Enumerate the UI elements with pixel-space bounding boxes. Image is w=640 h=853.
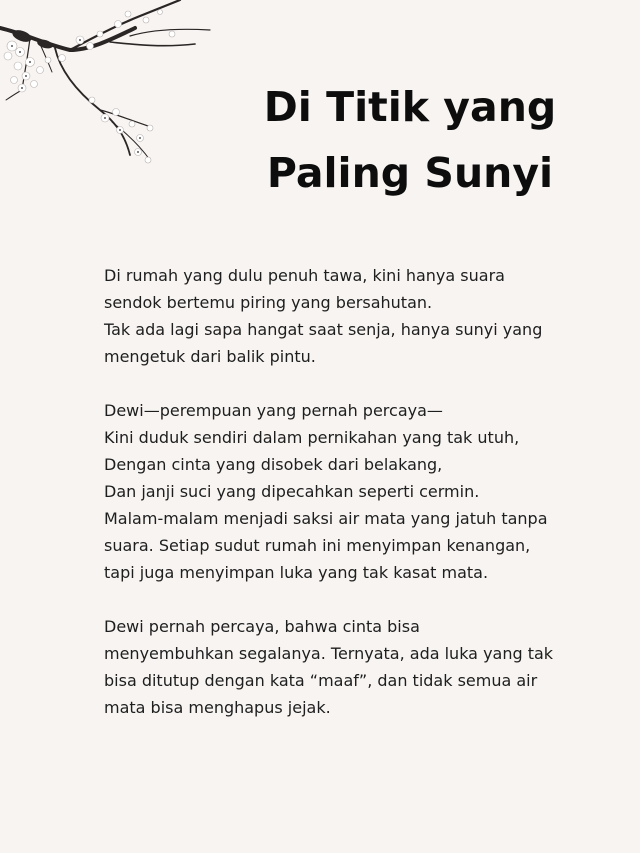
poem-line: suara. Setiap sudut rumah ini menyimpan kenangan, xyxy=(104,536,531,555)
poem-line: mengetuk dari balik pintu. xyxy=(104,347,316,366)
poem-body xyxy=(104,262,604,748)
stanza-1 xyxy=(104,262,604,370)
poem-line: Dan janji suci yang dipecahkan seperti cermin. xyxy=(104,482,480,501)
title-line-1: Di Titik yang xyxy=(263,83,557,131)
poem-line: Tak ada lagi sapa hangat saat senja, hanya sunyi yang xyxy=(104,320,543,339)
title-line-2: Paling Sunyi xyxy=(266,149,554,197)
poem-line: bisa ditutup dengan kata “maaf”, dan tidak semua air xyxy=(104,671,538,690)
poem-line: Kini duduk sendiri dalam pernikahan yang tak utuh, xyxy=(104,428,520,447)
poem-line: Di rumah yang dulu penuh tawa, kini hanya suara xyxy=(104,266,505,285)
page-title xyxy=(230,74,590,206)
poem-line: menyembuhkan segalanya. Ternyata, ada luka yang tak xyxy=(104,644,554,663)
stanza-3 xyxy=(104,613,604,721)
poem-line: Dewi pernah percaya, bahwa cinta bisa xyxy=(104,617,420,636)
poem-line: mata bisa menghapus jejak. xyxy=(104,698,331,717)
poem-line: Malam-malam menjadi saksi air mata yang jatuh tanpa xyxy=(104,509,548,528)
poem-line: sendok bertemu piring yang bersahutan. xyxy=(104,293,433,312)
stanza-2 xyxy=(104,397,604,586)
poem-line: Dewi—perempuan yang pernah percaya— xyxy=(104,401,443,420)
cherry-blossom-branch-icon xyxy=(0,0,220,175)
poem-line: Dengan cinta yang disobek dari belakang, xyxy=(104,455,443,474)
poem-line: tapi juga menyimpan luka yang tak kasat mata. xyxy=(104,563,489,582)
